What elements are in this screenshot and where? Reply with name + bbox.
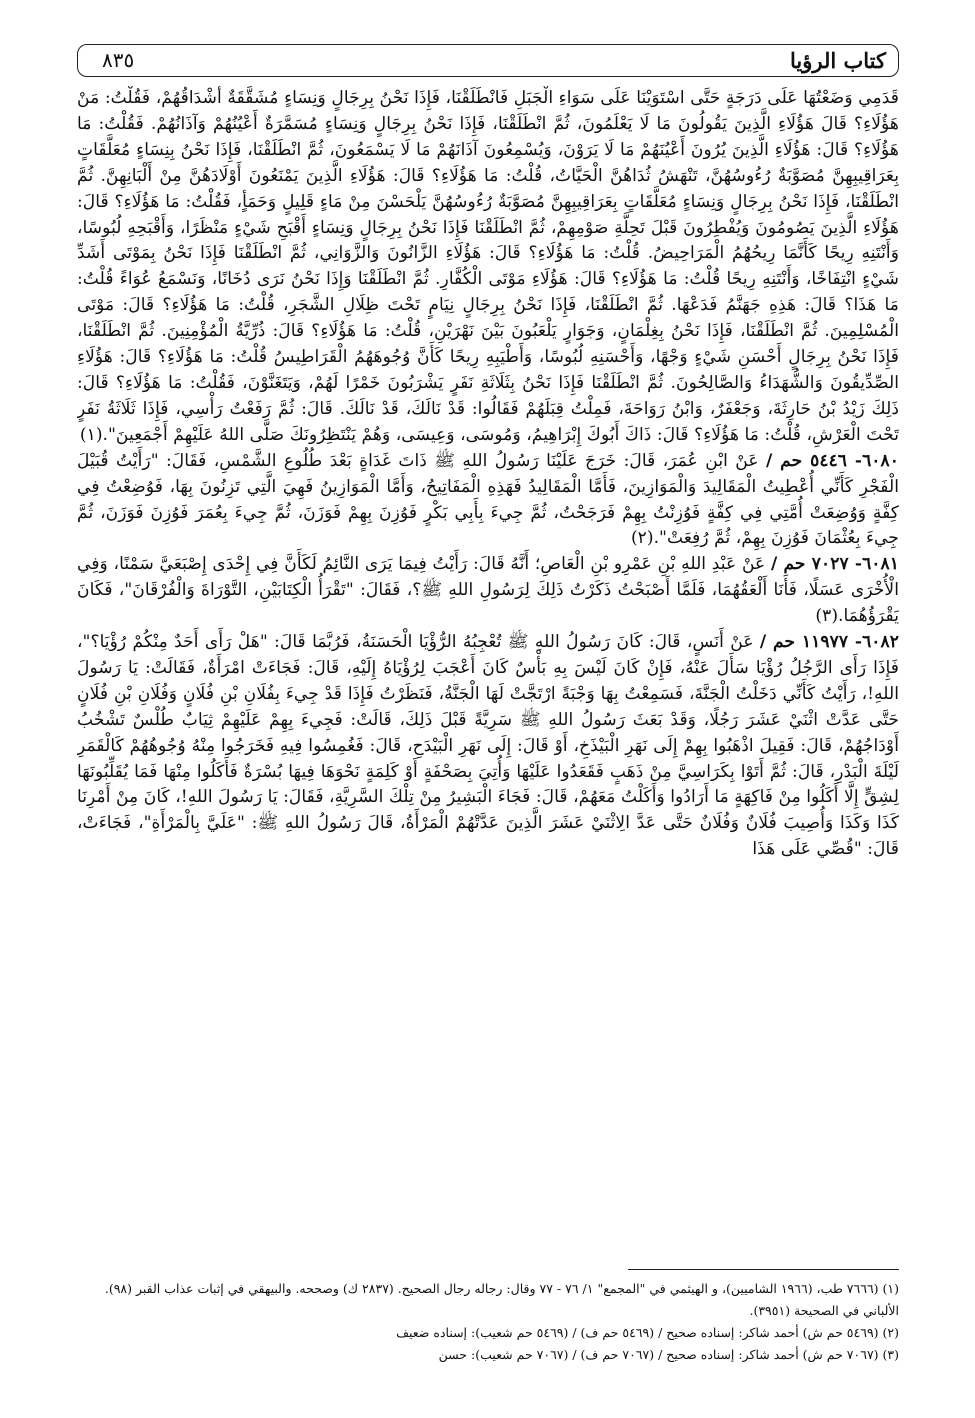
footnote: (٣) (٧٠٦٧ حم ش) أحمد شاكر: إسناده صحيح / (٧٠٦٧ حم ف) / (٧٠٦٧ حم شعيب): حسن: [438, 1347, 899, 1362]
footnotes: [77, 1278, 899, 1366]
hadith-paragraph: [77, 552, 899, 630]
main-text: [77, 86, 899, 1260]
paragraph-text: عَنْ أَنَسٍ، قَالَ: كَانَ رَسُولُ اللهِ ﷺ تُعْجِبُهُ الرُّؤْيَا الْحَسَنَةُ، فَرُبَّمَا قَالَ: "هَلْ رَأَى أَحَدٌ مِنْكُمْ رُؤْيَا؟"، فَإِذَا رَأَى الرَّجُلُ رُؤْيَا سَأَلَ عَنْهُ، فَإِنْ كَانَ لَيْسَ بِهِ بَأْسٌ كَانَ أَعْجَبَ لِرُؤْيَاهُ إِلَيْهِ، قَالَ: فَجَاءَتْ امْرَأَةٌ، فَقَالَتْ: يَا رَسُولَ اللهِ!، رَأَيْتُ كَأَنِّي دَخَلْتُ الْجَنَّةَ، فَسَمِعْتُ بِهَا وَجْبَةً ارْتَجَّتْ لَهَا الْجَنَّةُ، فَنَظَرْتُ فَإِذَا قَدْ جِيءَ بِفُلَانِ بْنِ فُلَانٍ وَفُلَانِ بْنِ فُلَانٍ حَتَّى عَدَّتْ اثْنَيْ عَشَرَ رَجُلًا، وَقَدْ بَعَثَ رَسُولُ اللهِ ﷺ سَرِيَّةً قَبْلَ ذَلِكَ، قَالَتْ: فَجِيءَ بِهِمْ عَلَيْهِمْ ثِيَابٌ طُلْسٌ تَشْخُبُ أَوْدَاجُهُمْ، قَالَ: فَقِيلَ اذْهَبُوا بِهِمْ إِلَى نَهَرِ الْبَيْذَخِ، أَوْ قَالَ: إِلَى نَهَرِ الْبَيْدَحِ، قَالَ: فَغُمِسُوا فِيهِ فَخَرَجُوا مِنْهُ وُجُوهُهُمْ كَالْقَمَرِ لَيْلَةَ الْبَدْرِ، قَالَ: ثُمَّ أَتَوْا بِكَرَاسِيَّ مِنْ ذَهَبٍ فَقَعَدُوا عَلَيْهَا وَأُتِيَ بِصَحْفَةٍ أَوْ كَلِمَةٍ نَحْوَهَا فِيهَا بُسْرَةٌ فَأَكَلُوا مِنْهَا فَمَا يُقَلِّبُونَهَا لِشِقٍّ إِلَّا أَكَلُوا مِنْ فَاكِهَةٍ مَا أَرَادُوا وَأَكَلْتُ مَعَهُمْ، قَالَ: فَجَاءَ الْبَشِيرُ مِنْ تِلْكَ السَّرِيَّةِ، فَقَالَ: يَا رَسُولَ اللهِ!، كَانَ مِنْ أَمْرِنَا كَذَا وَكَذَا وَأُصِيبَ فُلَانٌ وَفُلَانٌ حَتَّى عَدَّ الِاثْنَيْ عَشَرَ الَّذِينَ عَدَّتْهُمْ الْمَرْأَةُ، قَالَ رَسُولُ اللهِ ﷺ: "عَلَيَّ بِالْمَرْأَةِ"، فَجَاءَتْ، قَالَ: "قُصِّي عَلَى هَذَا: [77, 632, 899, 860]
page-header: [77, 44, 899, 77]
paragraph-text: عَنْ عَبْدِ اللهِ بْنِ عَمْرِو بْنِ الْعَاصِ؛ أَنَّهُ قَالَ: رَأَيْتُ فِيمَا يَرَى النَّائِمُ لَكَأَنَّ فِي إِحْدَى إِصْبَعَيَّ سَمْنًا، وَفِي الْأُخْرَى عَسَلًا، فَأَنَا أَلْعَقُهُمَا، فَلَمَّا أَصْبَحْتُ ذَكَرْتُ ذَلِكَ لِرَسُولِ اللهِ ﷺ؟، فَقَالَ: "تَقْرَأُ الْكِتَابَيْنِ، التَّوْرَاةَ وَالْفُرْقَانَ"، فَكَانَ يَقْرَؤُهُمَا.(٣): [77, 554, 899, 627]
footnote: (٢) (٥٤٦٩ حم ش) أحمد شاكر: إسناده صحيح / (٥٤٦٩ حم ف) / (٥٤٦٩ حم شعيب): إسناده ضعيف: [396, 1325, 899, 1340]
paragraph-text: عَنْ ابْنِ عُمَرَ، قَالَ: خَرَجَ عَلَيْنَا رَسُولُ اللهِ ﷺ ذَاتَ غَدَاةٍ بَعْدَ طُلُوعِ الشَّمْسِ، فَقَالَ: "رَأَيْتُ قُبَيْلَ الْفَجْرِ كَأَنِّي أُعْطِيتُ الْمَقَالِيدَ وَالْمَوَازِينَ، فَأَمَّا الْمَقَالِيدُ فَهَذِهِ الْمَفَاتِيحُ، وَأَمَّا الْمَوَازِينُ فَهِيَ الَّتِي تَزِنُونَ بِهَا، فَوُضِعْتُ فِي كِفَّةٍ وَوُضِعَتْ أُمَّتِي فِي كِفَّةٍ فَوُزِنْتُ بِهِمْ فَرَجَحْتُ، ثُمَّ جِيءَ بِأَبِي بَكْرٍ فَوُزِنَ بِهِمْ فَوَزَنَ، ثُمَّ جِيءَ بِعُمَرَ فَوُزِنَ فَوَزَنَ، ثُمَّ جِيءَ بِعُثْمَانَ فَوُزِنَ بِهِمْ، ثُمَّ رُفِعَتْ".(٢): [77, 450, 899, 549]
hadith-paragraph: [77, 630, 899, 863]
hadith-number: ٦٠٨٢- ١١٩٧٧ حم /: [759, 632, 899, 653]
hadith-number: ٦٠٨٠- ٥٤٤٦ حم /: [766, 450, 899, 471]
page-number: ٨٣٥: [102, 48, 135, 72]
paragraph-text: قَدَمِي وَضَعْتُهَا عَلَى دَرَجَةٍ حَتَّى اسْتَوَيْنَا عَلَى سَوَاءِ الْجَبَلِ فَانْطَلَقْنَا، فَإِذَا نَحْنُ بِرِجَالٍ وَنِسَاءٍ مُشَقَّقَةٌ أَشْدَاقُهُمْ، فَقُلْتُ: مَنْ هَؤُلَاءِ؟ قَالَ هَؤُلَاءِ الَّذِينَ يَقُولُونَ مَا لَا يَعْلَمُونَ، ثُمَّ انْطَلَقْنَا، فَإِذَا نَحْنُ بِرِجَالٍ وَنِسَاءٍ مُسَمَّرَةٌ أَعْيُنُهُمْ وَآذَانُهُمْ. فَقُلْتُ: مَا هَؤُلَاءِ؟ قَالَ: هَؤُلَاءِ الَّذِينَ يُرُونَ أَعْيُنَهُمْ مَا لَا يَرَوْنَ، وَيُسْمِعُونَ آذَانَهُمْ مَا لَا يَسْمَعُونَ، ثُمَّ انْطَلَقْنَا، فَإِذَا نَحْنُ بِنِسَاءٍ مُعَلَّقَاتٍ بِعَرَاقِيبِهِنَّ مُصَوَّبَةٌ رُءُوسُهُنَّ، تَنْهَشُ ثُدَاهُنَّ الْحَيَّاتُ، قُلْتُ: مَا هَؤُلَاءِ؟ قَالَ: هَؤُلَاءِ الَّذِينَ يَمْنَعُونَ أَوْلَادَهُنَّ مِنْ أَلْبَانِهِنَّ. ثُمَّ انْطَلَقْنَا، فَإِذَا نَحْنُ بِرِجَالٍ وَنِسَاءٍ مُعَلَّقَاتٍ بِعَرَاقِيبِهِنَّ مُصَوَّبَةٌ رُءُوسُهُنَّ يَلْحَسْنَ مِنْ مَاءٍ قَلِيلٍ وَحَمَأٍ، فَقُلْتُ: مَا هَؤُلَاءِ؟ قَالَ: هَؤُلَاءِ الَّذِينَ يَصُومُونَ وَيُفْطِرُونَ قَبْلَ تَحِلَّةِ صَوْمِهِمْ، ثُمَّ انْطَلَقْنَا فَإِذَا نَحْنُ بِرِجَالٍ وَنِسَاءٍ أَقْبَحِ شَيْءٍ مَنْظَرًا، وَأَقْبَحِهِ لُبُوسًا، وَأَنْتَنِهِ رِيحًا كَأَنَّمَا رِيحُهُمُ الْمَرَاحِيضُ. قُلْتُ: مَا هَؤُلَاءِ؟ قَالَ: هَؤُلَاءِ الزَّانُونَ وَالزَّوَانِي، ثُمَّ انْطَلَقْنَا فَإِذَا نَحْنُ بِمَوْتَى أَشَدِّ شَيْءٍ انْتِفَاخًا، وَأَنْتَنِهِ رِيحًا قُلْتُ: مَا هَؤُلَاءِ؟ قَالَ: هَؤُلَاءِ مَوْتَى الْكُفَّارِ. ثُمَّ انْطَلَقْنَا وَإِذَا نَحْنُ نَرَى دُخَانًا، وَنَسْمَعُ عُوَاءً قُلْتُ: مَا هَذَا؟ قَالَ: هَذِهِ جَهَنَّمُ فَدَعْهَا. ثُمَّ انْطَلَقْنَا، فَإِذَا نَحْنُ بِرِجَالٍ نِيَامٍ تَحْتَ ظِلَالِ الشَّجَرِ، قُلْتُ: مَا هَؤُلَاءِ؟ قَالَ: مَوْتَى الْمُسْلِمِينَ. ثُمَّ انْطَلَقْنَا، فَإِذَا نَحْنُ بِغِلْمَانٍ، وَجَوَارٍ يَلْعَبُونَ بَيْنَ نَهْرَيْنِ، قُلْتُ: مَا هَؤُلَاءِ؟ قَالَ: ذُرِّيَّةُ الْمُؤْمِنِينَ. ثُمَّ انْطَلَقْنَا، فَإِذَا نَحْنُ بِرِجَالٍ أَحْسَنِ شَيْءٍ وَجْهًا، وَأَحْسَنِهِ لُبُوسًا، وَأَطْيَبِهِ رِيحًا كَأَنَّ وُجُوهَهُمُ الْقَرَاطِيسُ قُلْتُ: مَا هَؤُلَاءِ؟ قَالَ: هَؤُلَاءِ الصِّدِّيقُونَ وَالشُّهَدَاءُ وَالصَّالِحُونَ. ثُمَّ انْطَلَقْنَا فَإِذَا نَحْنُ بِثَلَاثَةِ نَفَرٍ يَشْرَبُونَ خَمْرًا لَهُمْ، وَيَتَغَنَّوْنَ، فَقُلْتُ: مَا هَؤُلَاءِ؟ قَالَ: ذَلِكَ زَيْدُ بْنُ حَارِثَةَ، وَجَعْفَرٌ، وَابْنُ رَوَاحَةَ، فَمِلْتُ قِبَلَهُمْ فَقَالُوا: قَدْ نَالَكَ، قَدْ نَالَكَ. قَالَ: ثُمَّ رَفَعْتُ رَأْسِي، فَإِذَا ثَلَاثَةُ نَفَرٍ تَحْتَ الْعَرْشِ، قُلْتُ: مَا هَؤُلَاءِ؟ قَالَ: ذَاكَ أَبُوكَ إِبْرَاهِيمُ، وَمُوسَى، وَعِيسَى، وَهُمْ يَنْتَظِرُونَكَ صَلَّى اللهُ عَلَيْهِمْ أَجْمَعِينَ".(١): [77, 88, 899, 445]
hadith-number: ٦٠٨١- ٧٠٢٧ حم /: [770, 554, 899, 575]
hadith-paragraph: [77, 86, 899, 449]
footnote: (١) (٧٦٦٦ طب، (١٩٦٦ الشاميين)، و الهيثمي في "المجمع" ١/ ٧٦ - ٧٧ وقال: رجاله رجال الصحيح. (٢٨٣٧ ك) وصححه. والبيهقي في إثبات عذاب القبر (٩٨). الألباني في الصحيحة (٣٩٥١).: [104, 1281, 899, 1318]
hadith-paragraph: [77, 449, 899, 553]
chapter-title: كتاب الرؤيا: [789, 48, 886, 73]
footnote-divider: [628, 1269, 899, 1270]
